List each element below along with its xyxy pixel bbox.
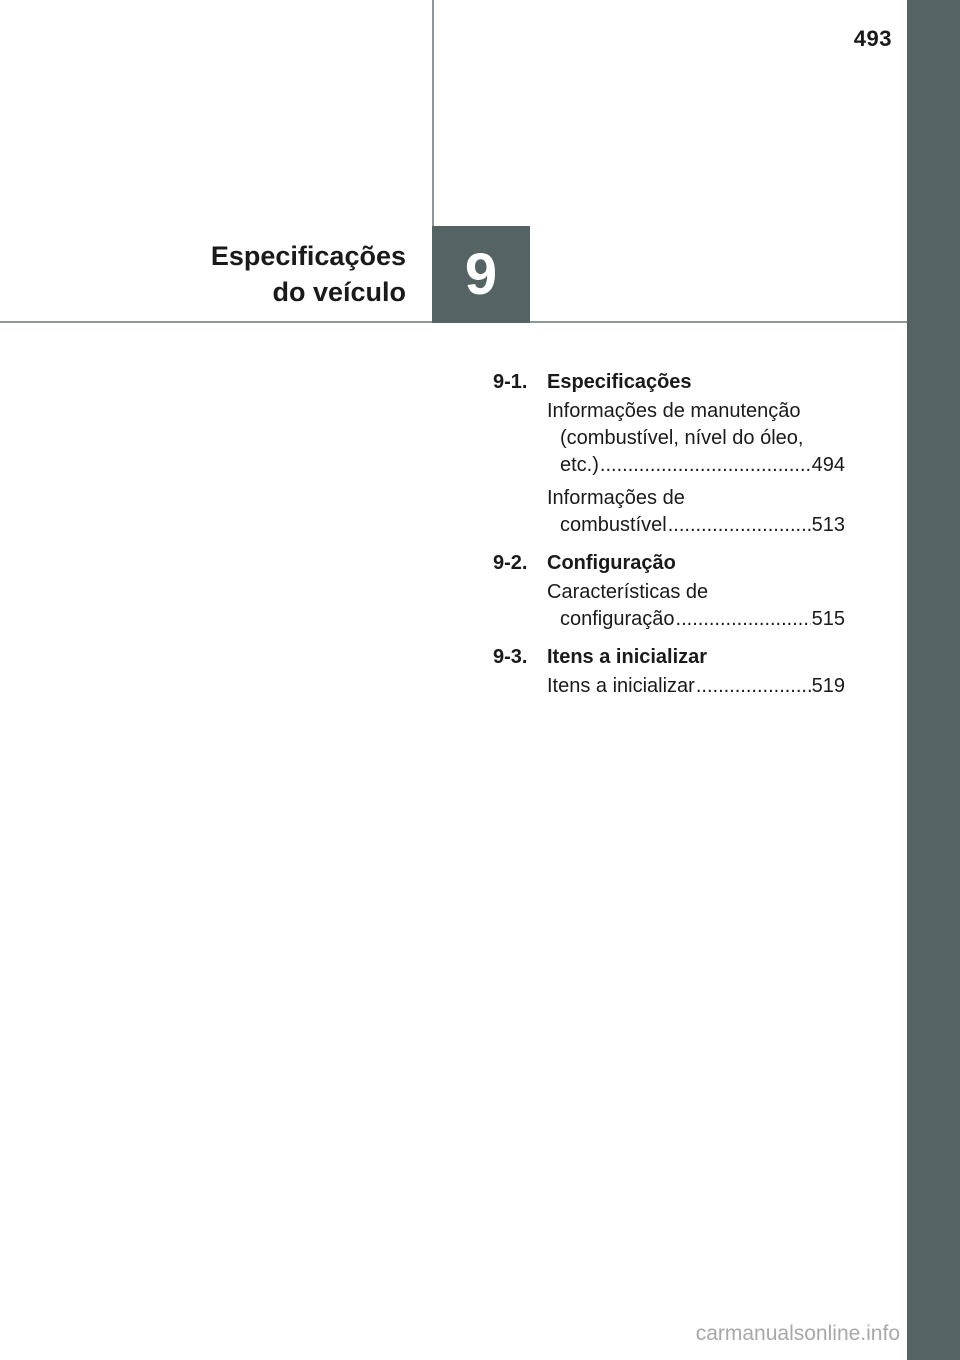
entry-page: 513 [811, 514, 845, 536]
toc-entry-maintenance-info[interactable] [547, 398, 845, 479]
entry-leader-line [547, 673, 845, 700]
entry-line: combustível [560, 514, 667, 536]
table-of-contents [493, 368, 845, 706]
entry-line: Itens a inicializar [547, 675, 695, 697]
section-number: 9-2. [493, 552, 528, 574]
dot-leader [696, 673, 811, 700]
entry-line: Características de [547, 581, 709, 603]
section-number: 9-1. [493, 371, 528, 393]
section-title: Itens a inicializar [547, 646, 708, 668]
entry-line: (combustível, nível do óleo, [560, 427, 804, 449]
dot-leader [676, 606, 811, 633]
page-number: 493 [853, 26, 892, 51]
toc-entry-configuration[interactable] [547, 579, 845, 633]
entry-line: configuração [560, 608, 675, 630]
toc-section-9-3[interactable] [493, 643, 845, 671]
entry-page: 519 [811, 675, 845, 697]
chapter-tab-band [907, 0, 960, 1360]
entry-page: 494 [811, 454, 845, 476]
vertical-divider [432, 0, 434, 226]
entry-leader-line [547, 512, 845, 539]
toc-entry-reset-items[interactable] [547, 673, 845, 700]
section-title: Configuração [547, 552, 676, 574]
toc-section-9-2[interactable] [493, 549, 845, 577]
section-title: Especificações [547, 371, 692, 393]
entry-line: Informações de manutenção [547, 400, 801, 422]
dot-leader [668, 512, 811, 539]
chapter-title [120, 238, 406, 310]
chapter-number-box: 9 [432, 226, 530, 323]
toc-section-9-1[interactable] [493, 368, 845, 396]
chapter-title-line1: Especificações [210, 241, 406, 271]
watermark: carmanualsonline.info [695, 1322, 900, 1345]
entry-leader-line [547, 452, 845, 479]
toc-entry-fuel-info[interactable] [547, 485, 845, 539]
chapter-title-line2: do veículo [272, 277, 406, 307]
dot-leader [600, 452, 811, 479]
entry-page: 515 [811, 608, 845, 630]
entry-leader-line [547, 606, 845, 633]
entry-line: etc.) [560, 454, 599, 476]
section-number: 9-3. [493, 646, 528, 668]
entry-line: Informações de [547, 487, 685, 509]
